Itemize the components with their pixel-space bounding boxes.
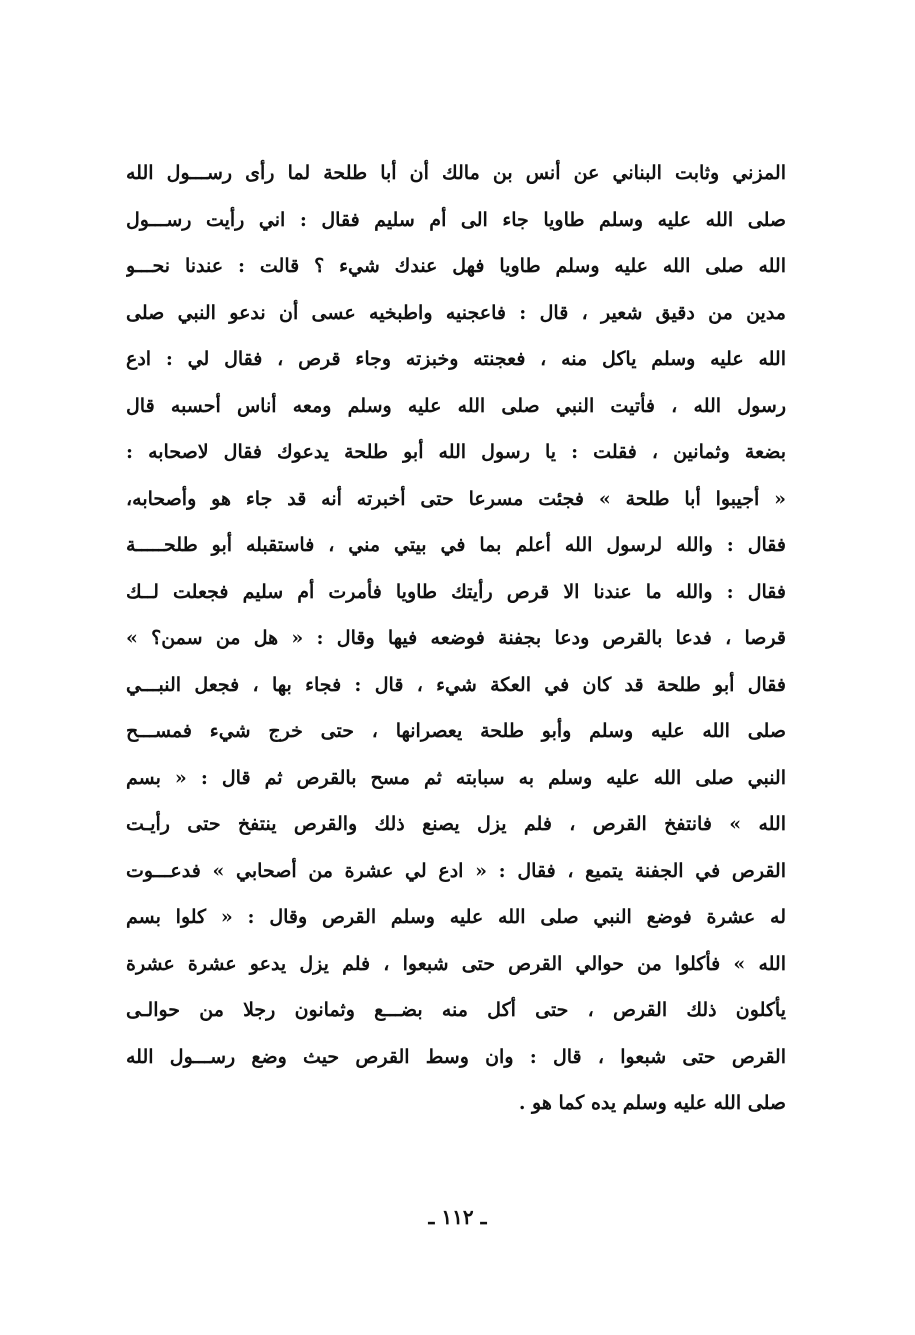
text-line: الله » فانتفخ القرص ، فلم يزل يصنع ذلك والقرص ينتفخ حتى رأيـت — [126, 813, 786, 835]
body-text — [126, 150, 786, 1127]
text-line: « أجيبوا أبا طلحة » فجئت مسرعا حتى أخبرته أنه قد جاء هو وأصحابه، — [126, 487, 786, 510]
text-line: الله عليه وسلم ياكل منه ، فعجنته وخبزته وجاء قرص ، فقال لي : ادع — [126, 348, 786, 370]
text-line-last: صلى الله عليه وسلم يده كما هو . — [518, 1092, 786, 1114]
text-line: المزني وثابت البناني عن أنس بن مالك أن أبا طلحة لما رأى رســـول الله — [126, 162, 786, 184]
text-line: بضعة وثمانين ، فقلت : يا رسول الله أبو طلحة يدعوك فقال لاصحابه : — [126, 441, 786, 463]
text-line: فقال : والله ما عندنا الا قرص رأيتك طاويا فأمرت أم سليم فجعلت لــك — [126, 580, 786, 603]
page-number: ـ ١١٢ ـ — [428, 1205, 487, 1229]
text-line: الله » فأكلوا من حوالي القرص حتى شبعوا ، فلم يزل يدعو عشرة عشرة — [126, 952, 786, 975]
text-line: القرص حتى شبعوا ، قال : وان وسط القرص حيث وضع رســـول الله — [126, 1045, 786, 1068]
text-line: فقال : والله لرسول الله أعلم بما في بيتي مني ، فاستقبله أبو طلحـــــة — [126, 534, 786, 556]
text-line: يأكلون ذلك القرص ، حتى أكل منه بضـــع وثمانون رجلا من حوالـى — [126, 999, 786, 1021]
text-line: رسول الله ، فأتيت النبي صلى الله عليه وسلم ومعه أناس أحسبه قال — [126, 394, 786, 417]
text-line: صلى الله عليه وسلم وأبو طلحة يعصرانها ، حتى خرج شيء فمســـح — [126, 720, 786, 742]
text-line: القرص في الجفنة يتميع ، فقال : « ادع لي عشرة من أصحابي » فدعـــوت — [126, 859, 786, 882]
text-line: له عشرة فوضع النبي صلى الله عليه وسلم القرص وقال : « كلوا بسم — [126, 906, 786, 928]
text-line: صلى الله عليه وسلم طاويا جاء الى أم سليم فقال : اني رأيت رســـول — [126, 208, 786, 231]
text-line: قرصا ، فدعا بالقرص ودعا بجفنة فوضعه فيها وقال : « هل من سمن؟ » — [126, 627, 786, 649]
text-line: فقال أبو طلحة قد كان في العكة شيء ، قال : فجاء بها ، فجعل النبـــي — [126, 673, 786, 696]
text-line: النبي صلى الله عليه وسلم به سبابته ثم مسح بالقرص ثم قال : « بسم — [126, 766, 786, 789]
text-line: مدين من دقيق شعير ، قال : فاعجنيه واطبخيه عسى أن ندعو النبي صلى — [126, 301, 786, 324]
text-line: الله صلى الله عليه وسلم طاويا فهل عندك شيء ؟ قالت : عندنا نحـــو — [126, 255, 786, 277]
